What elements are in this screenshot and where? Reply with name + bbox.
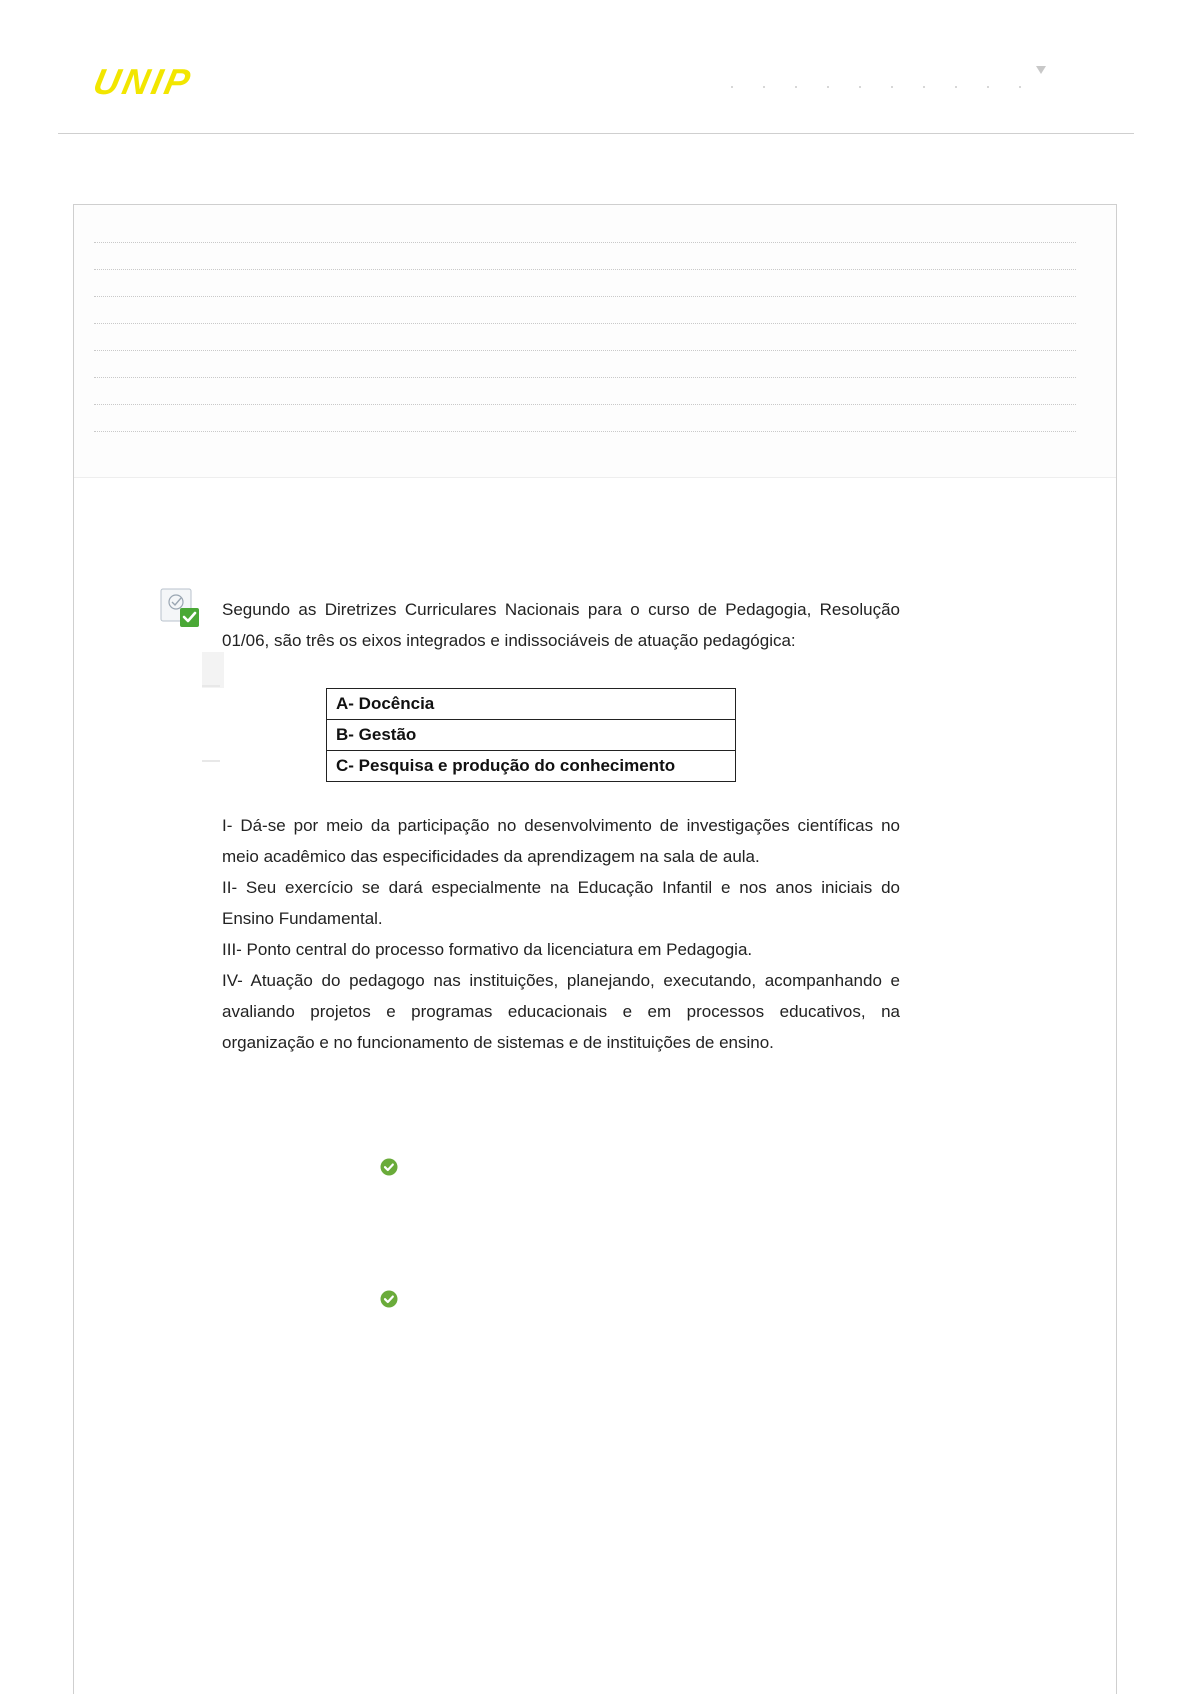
chevron-down-icon[interactable] [1036,66,1046,74]
header-divider [58,133,1134,134]
attempt-info-panel [74,205,1116,478]
header [0,0,1190,134]
table-row [327,720,736,751]
selected-answer-check-icon [380,1290,398,1308]
info-row-divider [94,296,1076,297]
faded-placeholder [202,685,220,687]
info-row-divider [94,269,1076,270]
info-row-divider [94,350,1076,351]
question-correct-icon [160,588,200,628]
correct-answer-check-icon [380,1158,398,1176]
unip-logo[interactable]: UNIP [89,61,197,102]
statements-list [222,810,900,1058]
table-row [327,751,736,782]
statement-item: III- Ponto central do processo formativo da licenciatura em Pedagogia. [222,940,753,959]
faded-placeholder [202,760,220,762]
statement-item: I- Dá-se por meio da participação no desenvolvimento de investigações científicas no meio acadêmico das especificidades da aprendizagem na sala de aula. [222,816,900,866]
header-nav-placeholder [716,86,1036,88]
table-cell: A- Docência [327,689,736,720]
axes-table [326,688,736,782]
info-row-divider [94,431,1076,432]
info-row-divider [94,242,1076,243]
faded-placeholder [202,652,224,688]
info-row-divider [94,323,1076,324]
table-cell: B- Gestão [327,720,736,751]
statement-item: IV- Atuação do pedagogo nas instituições, planejando, executando, acompanhando e avaliando projetos e programas educacionais e em processos educativos, na organização e no funcionamento de sistemas e de instituições de ensino. [222,971,900,1052]
statement-item: II- Seu exercício se dará especialmente na Educação Infantil e nos anos iniciais do Ensino Fundamental. [222,878,900,928]
info-row-divider [94,377,1076,378]
table-row [327,689,736,720]
question-prompt: Segundo as Diretrizes Curriculares Nacionais para o curso de Pedagogia, Resolução 01/06, são três os eixos integrados e indissociáveis de atuação pedagógica: [222,600,900,650]
table-cell: C- Pesquisa e produção do conhecimento [327,751,736,782]
info-row-divider [94,404,1076,405]
